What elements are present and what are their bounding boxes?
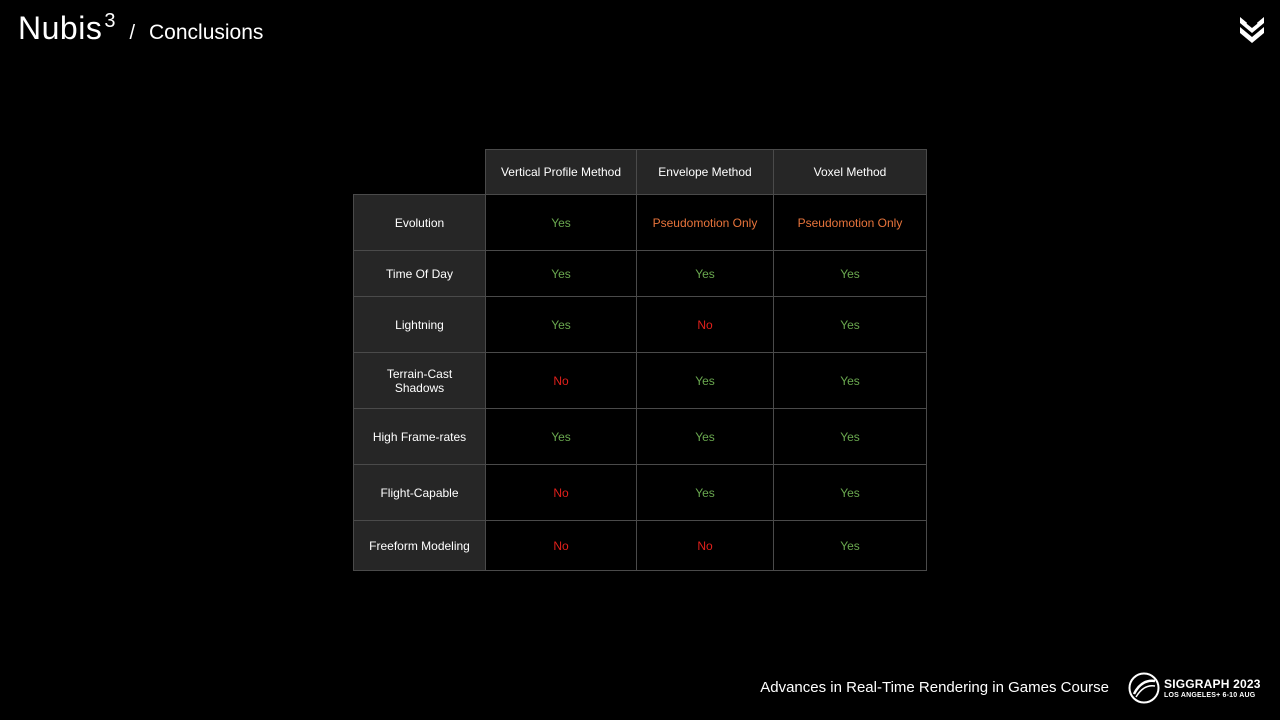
table-cell: Yes xyxy=(774,297,927,353)
title-main: Nubis xyxy=(18,10,103,46)
table-cell: No xyxy=(486,465,637,521)
table-row xyxy=(354,297,927,353)
siggraph-logo-icon xyxy=(1128,672,1160,704)
siggraph-logo xyxy=(1128,672,1261,704)
table-cell: Yes xyxy=(637,409,774,465)
table-cell: Yes xyxy=(774,521,927,571)
table-cell: Yes xyxy=(637,251,774,297)
table-row xyxy=(354,521,927,571)
table-cell: Pseudomotion Only xyxy=(637,195,774,251)
table-body xyxy=(354,195,927,571)
row-header: Terrain-Cast Shadows xyxy=(354,353,486,409)
column-header: Vertical Profile Method xyxy=(486,150,637,195)
guerrilla-logo-icon xyxy=(1238,14,1266,48)
conference-location: LOS ANGELES+ 6-10 AUG xyxy=(1164,691,1256,699)
course-title: Advances in Real-Time Rendering in Games Course xyxy=(760,679,1109,696)
table-cell: No xyxy=(637,521,774,571)
table-header-row xyxy=(354,150,927,195)
table-cell: Yes xyxy=(774,353,927,409)
table-cell: Yes xyxy=(486,251,637,297)
row-header: Time Of Day xyxy=(354,251,486,297)
row-header: Freeform Modeling xyxy=(354,521,486,571)
table-cell: Yes xyxy=(774,465,927,521)
title-superscript: 3 xyxy=(104,10,116,32)
table-corner xyxy=(354,150,486,195)
table-cell: No xyxy=(486,353,637,409)
table-cell: No xyxy=(637,297,774,353)
row-header: Evolution xyxy=(354,195,486,251)
table-cell: Yes xyxy=(486,195,637,251)
comparison-table xyxy=(353,149,927,571)
table-row xyxy=(354,465,927,521)
table-cell: Yes xyxy=(774,251,927,297)
title-separator: / xyxy=(129,22,135,44)
conference-name: SIGGRAPH 2023 xyxy=(1164,676,1261,691)
table-row xyxy=(354,251,927,297)
table-cell: Yes xyxy=(774,409,927,465)
row-header: Lightning xyxy=(354,297,486,353)
table-cell: No xyxy=(486,521,637,571)
table-cell: Pseudomotion Only xyxy=(774,195,927,251)
row-header: Flight-Capable xyxy=(354,465,486,521)
table-row xyxy=(354,195,927,251)
table-cell: Yes xyxy=(637,465,774,521)
column-header: Envelope Method xyxy=(637,150,774,195)
slide-subtitle: Conclusions xyxy=(149,21,264,44)
column-header: Voxel Method xyxy=(774,150,927,195)
row-header: High Frame-rates xyxy=(354,409,486,465)
table-row xyxy=(354,353,927,409)
table-cell: Yes xyxy=(486,297,637,353)
table-cell: Yes xyxy=(637,353,774,409)
table-row xyxy=(354,409,927,465)
table-cell: Yes xyxy=(486,409,637,465)
slide-title xyxy=(18,10,263,47)
